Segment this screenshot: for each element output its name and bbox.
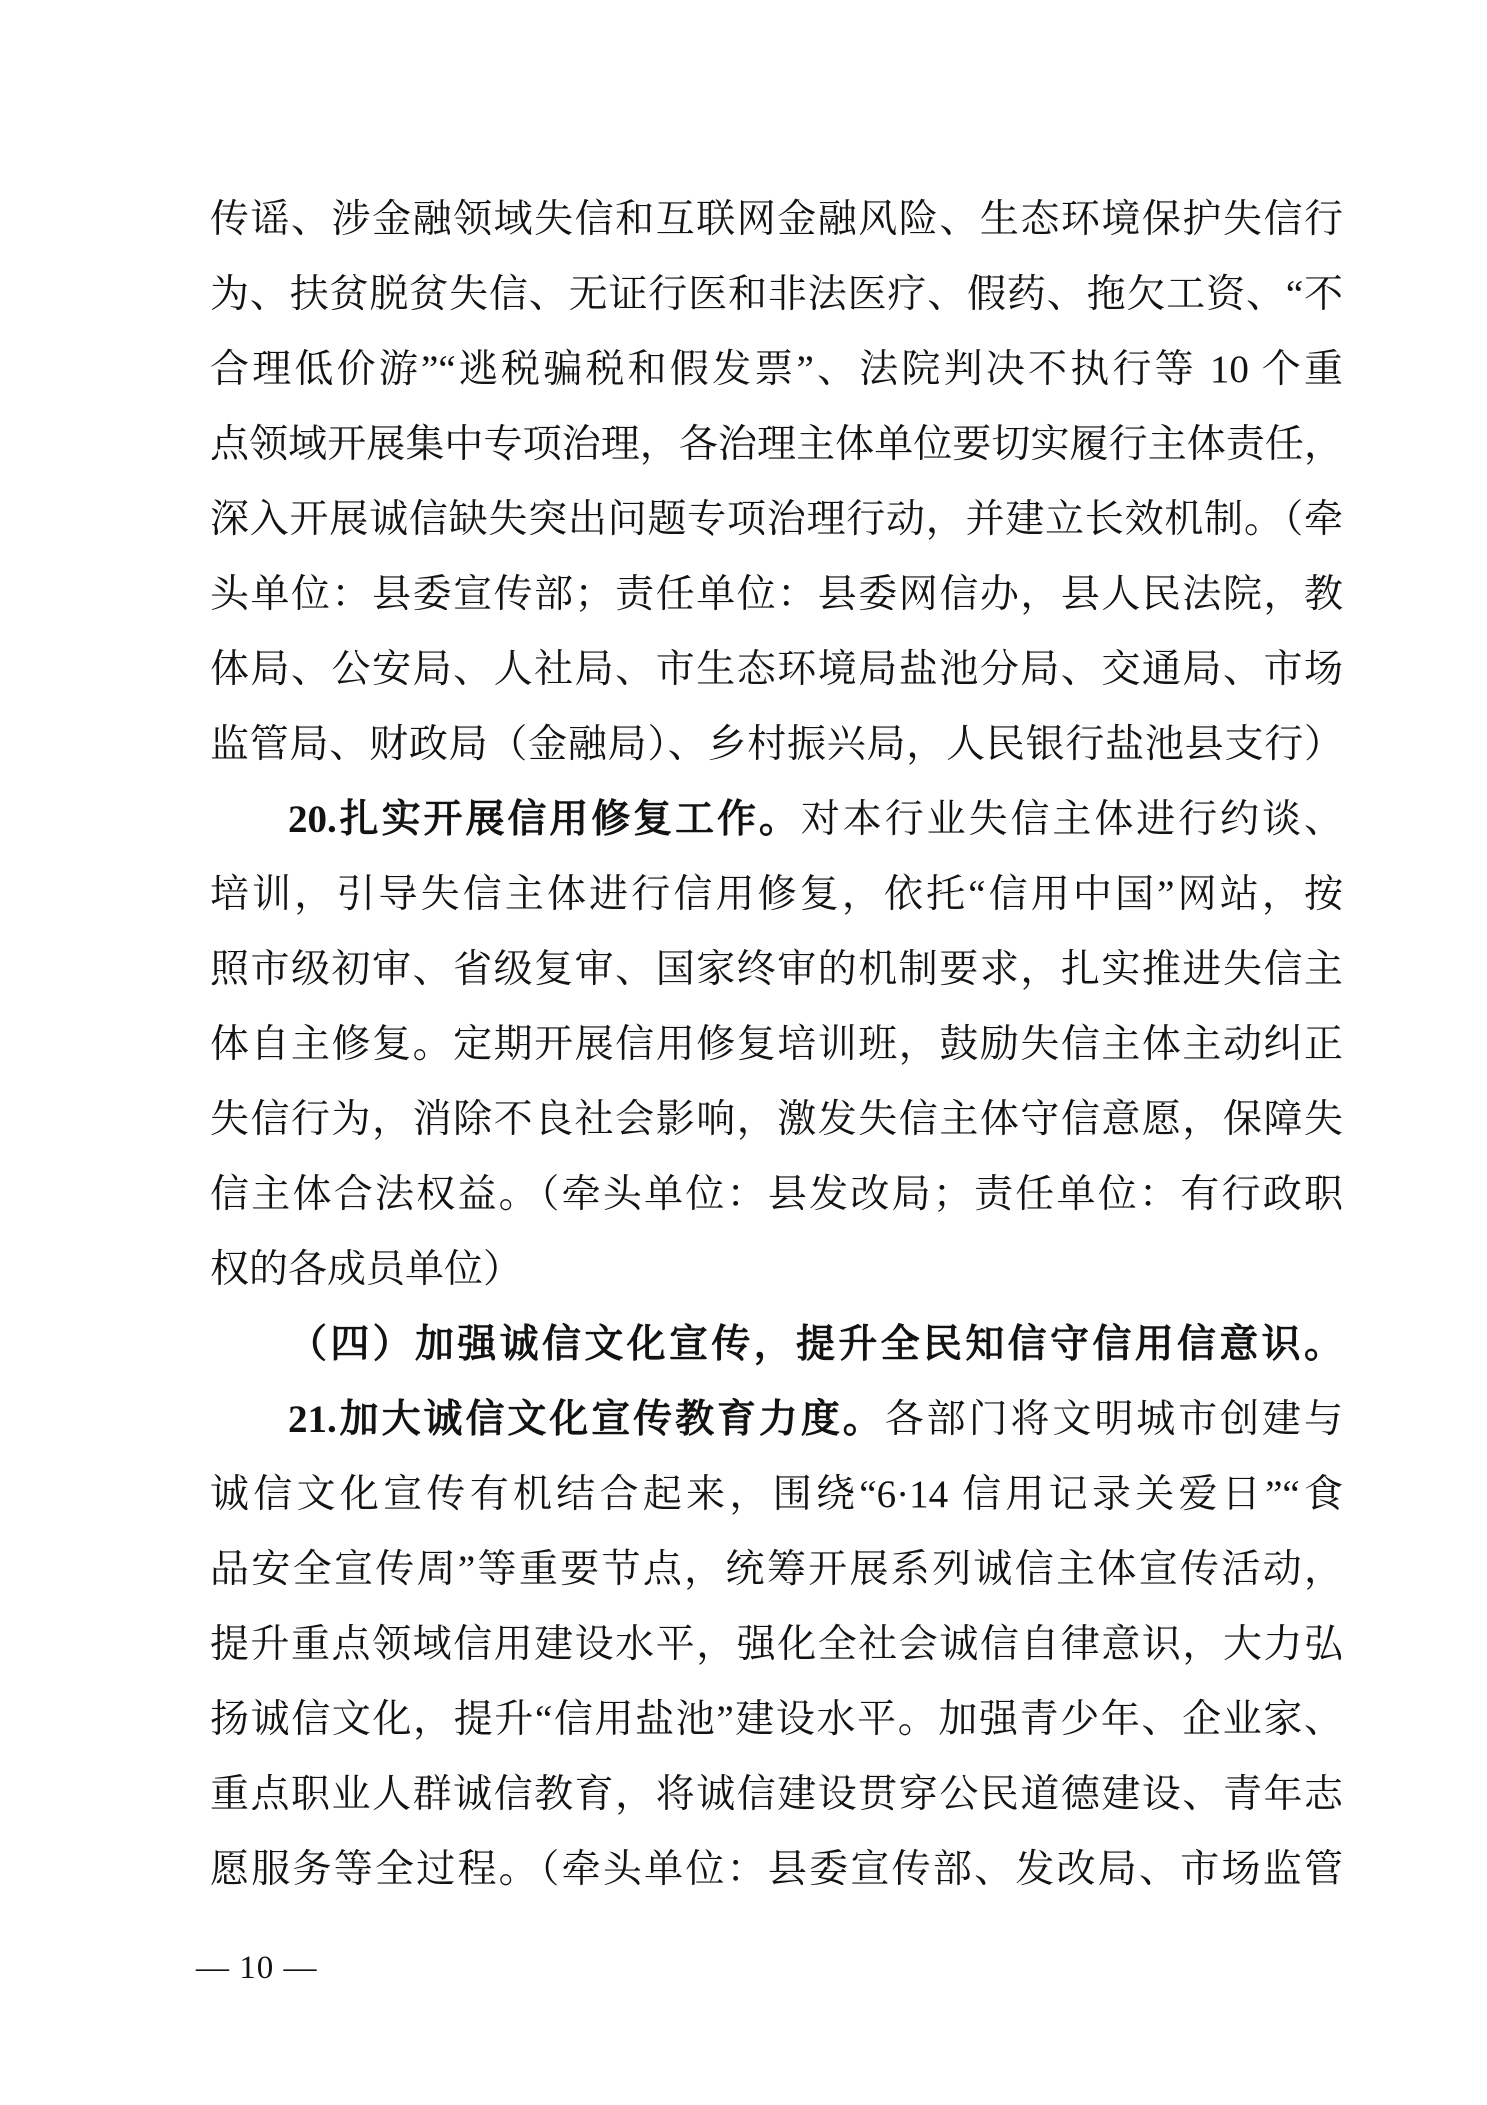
text-run: 培训，引导失信主体进行信用修复，依托“信用中国”网站，按 (210, 873, 1343, 916)
text-run: 愿服务等全过程。（牵头单位：县委宣传部、发改局、市场监管 (210, 1848, 1343, 1891)
text-run: 头单位：县委宣传部；责任单位：县委网信办，县人民法院，教 (210, 573, 1343, 616)
text-line (210, 1382, 1343, 1457)
text-run: 体局、公安局、人社局、市生态环境局盐池分局、交通局、市场 (210, 648, 1343, 691)
document-body (210, 182, 1343, 1907)
text-line (210, 1157, 1343, 1232)
text-run: 重点职业人群诚信教育，将诚信建设贯穿公民道德建设、青年志 (210, 1773, 1343, 1816)
text-line (210, 1607, 1343, 1682)
text-run: 监管局、财政局（金融局）、乡村振兴局，人民银行盐池县支行） (210, 723, 1343, 766)
text-line (210, 482, 1343, 557)
text-run: 对本行业失信主体进行约谈、 (800, 798, 1343, 841)
text-run: 诚信文化宣传有机结合起来，围绕“6·14 信用记录关爱日”“食 (210, 1473, 1343, 1516)
text-line (210, 1682, 1343, 1757)
text-run: 为、扶贫脱贫失信、无证行医和非法医疗、假药、拖欠工资、“不 (210, 273, 1343, 316)
page-number: — 10 — (196, 1950, 318, 1986)
text-run: 合理低价游”“逃税骗税和假发票”、法院判决不执行等 10 个重 (210, 348, 1343, 391)
bold-text-run: 21.加大诚信文化宣传教育力度。 (288, 1398, 885, 1441)
text-run: 传谣、涉金融领域失信和互联网金融风险、生态环境保护失信行 (210, 198, 1343, 241)
text-line (210, 857, 1343, 932)
text-line (210, 1757, 1343, 1832)
text-line (210, 182, 1343, 257)
text-run: 权的各成员单位） (210, 1248, 523, 1291)
bold-text-run: （四）加强诚信文化宣传，提升全民知信守信用信意识。 (288, 1323, 1343, 1366)
text-run: 各部门将文明城市创建与 (884, 1398, 1343, 1441)
text-line (210, 257, 1343, 332)
text-line (210, 1082, 1343, 1157)
text-line (210, 1232, 1343, 1307)
text-run: 体自主修复。定期开展信用修复培训班，鼓励失信主体主动纠正 (210, 1023, 1343, 1066)
text-run: 品安全宣传周”等重要节点，统筹开展系列诚信主体宣传活动， (210, 1548, 1343, 1591)
text-run: 信主体合法权益。（牵头单位：县发改局；责任单位：有行政职 (210, 1173, 1343, 1216)
text-run: 扬诚信文化，提升“信用盐池”建设水平。加强青少年、企业家、 (210, 1698, 1343, 1741)
text-line (210, 1532, 1343, 1607)
text-line (210, 782, 1343, 857)
text-line (210, 1007, 1343, 1082)
text-line (210, 1307, 1343, 1382)
text-line (210, 1457, 1343, 1532)
text-run: 失信行为，消除不良社会影响，激发失信主体守信意愿，保障失 (210, 1098, 1343, 1141)
text-run: 提升重点领域信用建设水平，强化全社会诚信自律意识，大力弘 (210, 1623, 1343, 1666)
text-line (210, 1832, 1343, 1907)
text-run: 深入开展诚信缺失突出问题专项治理行动，并建立长效机制。（牵 (210, 498, 1343, 541)
text-line (210, 932, 1343, 1007)
text-line (210, 707, 1343, 782)
bold-text-run: 20.扎实开展信用修复工作。 (288, 798, 801, 841)
text-line (210, 332, 1343, 407)
text-run: 照市级初审、省级复审、国家终审的机制要求，扎实推进失信主 (210, 948, 1343, 991)
text-line (210, 632, 1343, 707)
text-line (210, 557, 1343, 632)
text-run: 点领域开展集中专项治理，各治理主体单位要切实履行主体责任， (210, 423, 1343, 466)
text-line (210, 407, 1343, 482)
